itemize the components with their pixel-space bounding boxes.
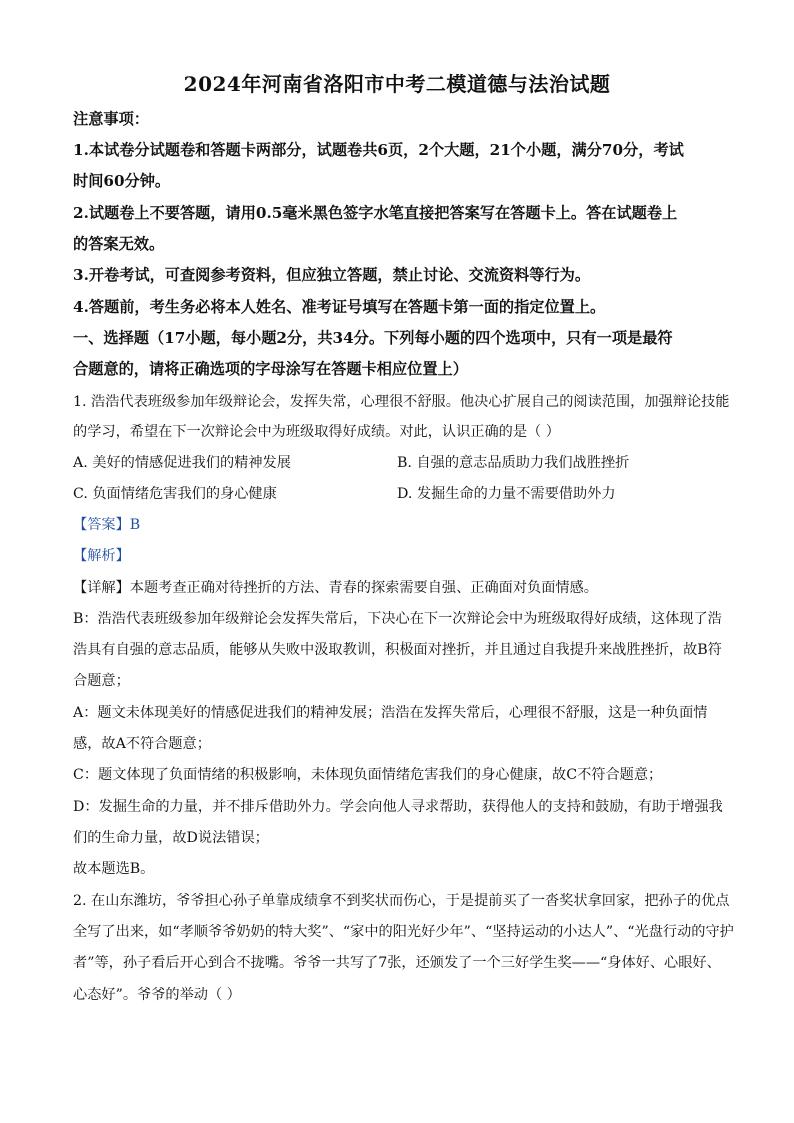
page-title: 2024年河南省洛阳市中考二模道德与法治试题	[183, 72, 611, 96]
notice-item-2-line-1: 2.试题卷上不要答题，请用0.5毫米黑色签字水笔直接把答案写在答题卡上。答在试题卷上	[73, 204, 678, 222]
q1-detail-line-8: D：发掘生命的力量，并不排斥借助外力。学会向他人寻求帮助，获得他人的支持和鼓励，有助于增强我	[73, 799, 723, 815]
notice-item-3: 3.开卷考试，可查阅参考资料，但应独立答题，禁止讨论、交流资料等行为。	[73, 266, 591, 284]
section-heading-line-1: 一、选择题（17小题，每小题2分，共34分。下列每小题的四个选项中，只有一项是最符	[73, 329, 673, 347]
notice-item-2-line-2: 的答案无效。	[73, 235, 165, 253]
q1-detail-line-9: 们的生命力量，故D说法错误；	[73, 830, 269, 846]
q1-detail-line-5: A：题文未体现美好的情感促进我们的精神发展；浩浩在发挥失常后，心理很不舒服，这是一种负面情	[73, 705, 708, 721]
q1-detail-line-3: 浩具有自强的意志品质，能够从失败中汲取教训，积极面对挫折，并且通过自我提升来战胜挫折，故B符	[73, 642, 722, 658]
q1-answer: 【答案】B	[73, 517, 141, 533]
q1-option-b: B. 自强的意志品质助力我们战胜挫折	[397, 455, 630, 471]
q1-detail-line-7: C：题文体现了负面情绪的积极影响，未体现负面情绪危害我们的身心健康，故C不符合题意；	[73, 767, 663, 783]
q1-detail-line-2: B：浩浩代表班级参加年级辩论会发挥失常后，下决心在下一次辩论会中为班级取得好成绩，这体现了浩	[73, 611, 722, 627]
q1-detail-line-1: 【详解】本题考查正确对待挫折的方法、青春的探索需要自强、正确面对负面情感。	[73, 580, 598, 596]
q1-stem-line-2: 的学习，希望在下一次辩论会中为班级取得好成绩。对此，认识正确的是（ ）	[73, 424, 560, 440]
notice-item-1-line-1: 1.本试卷分试题卷和答题卡两部分，试题卷共6页，2个大题，21个小题，满分70分，考试	[73, 141, 684, 159]
q1-stem-line-1: 1. 浩浩代表班级参加年级辩论会，发挥失常，心理很不舒服。他决心扩展自己的阅读范围，加强辩论技能	[73, 394, 730, 410]
q1-detail-line-4: 合题意；	[73, 673, 130, 689]
q1-detail-line-6: 感，故A不符合题意；	[73, 736, 211, 752]
q2-stem-line-3: 者”等，孙子看后开心到合不拢嘴。爷爷一共写了7张，还颁发了一个三好学生奖——“身体好、心眼好、	[73, 955, 721, 971]
notice-heading: 注意事项：	[73, 110, 149, 128]
q1-option-c: C. 负面情绪危害我们的身心健康	[73, 486, 277, 502]
q2-stem-line-2: 全写了出来，如“孝顺爷爷奶奶的特大奖”、“家中的阳光好少年”、“坚持运动的小达人”、“光盘行动的守护	[73, 924, 734, 940]
q1-detail-line-10: 故本题选B。	[73, 861, 155, 877]
q2-stem-line-4: 心态好”。爷爷的举动（ ）	[73, 987, 241, 1003]
q2-stem-line-1: 2. 在山东潍坊，爷爷担心孙子单靠成绩拿不到奖状而伤心，于是提前买了一沓奖状拿回家，把孙子的优点	[73, 893, 730, 909]
q1-option-d: D. 发掘生命的力量不需要借助外力	[397, 486, 616, 502]
notice-item-1-line-2: 时间60分钟。	[73, 172, 171, 190]
notice-item-4: 4.答题前，考生务必将本人姓名、准考证号填写在答题卡第一面的指定位置上。	[73, 298, 606, 316]
q1-option-a: A. 美好的情感促进我们的精神发展	[73, 455, 291, 471]
section-heading-line-2: 合题意的，请将正确选项的字母涂写在答题卡相应位置上）	[73, 360, 468, 378]
q1-analysis-label: 【解析】	[73, 548, 130, 564]
